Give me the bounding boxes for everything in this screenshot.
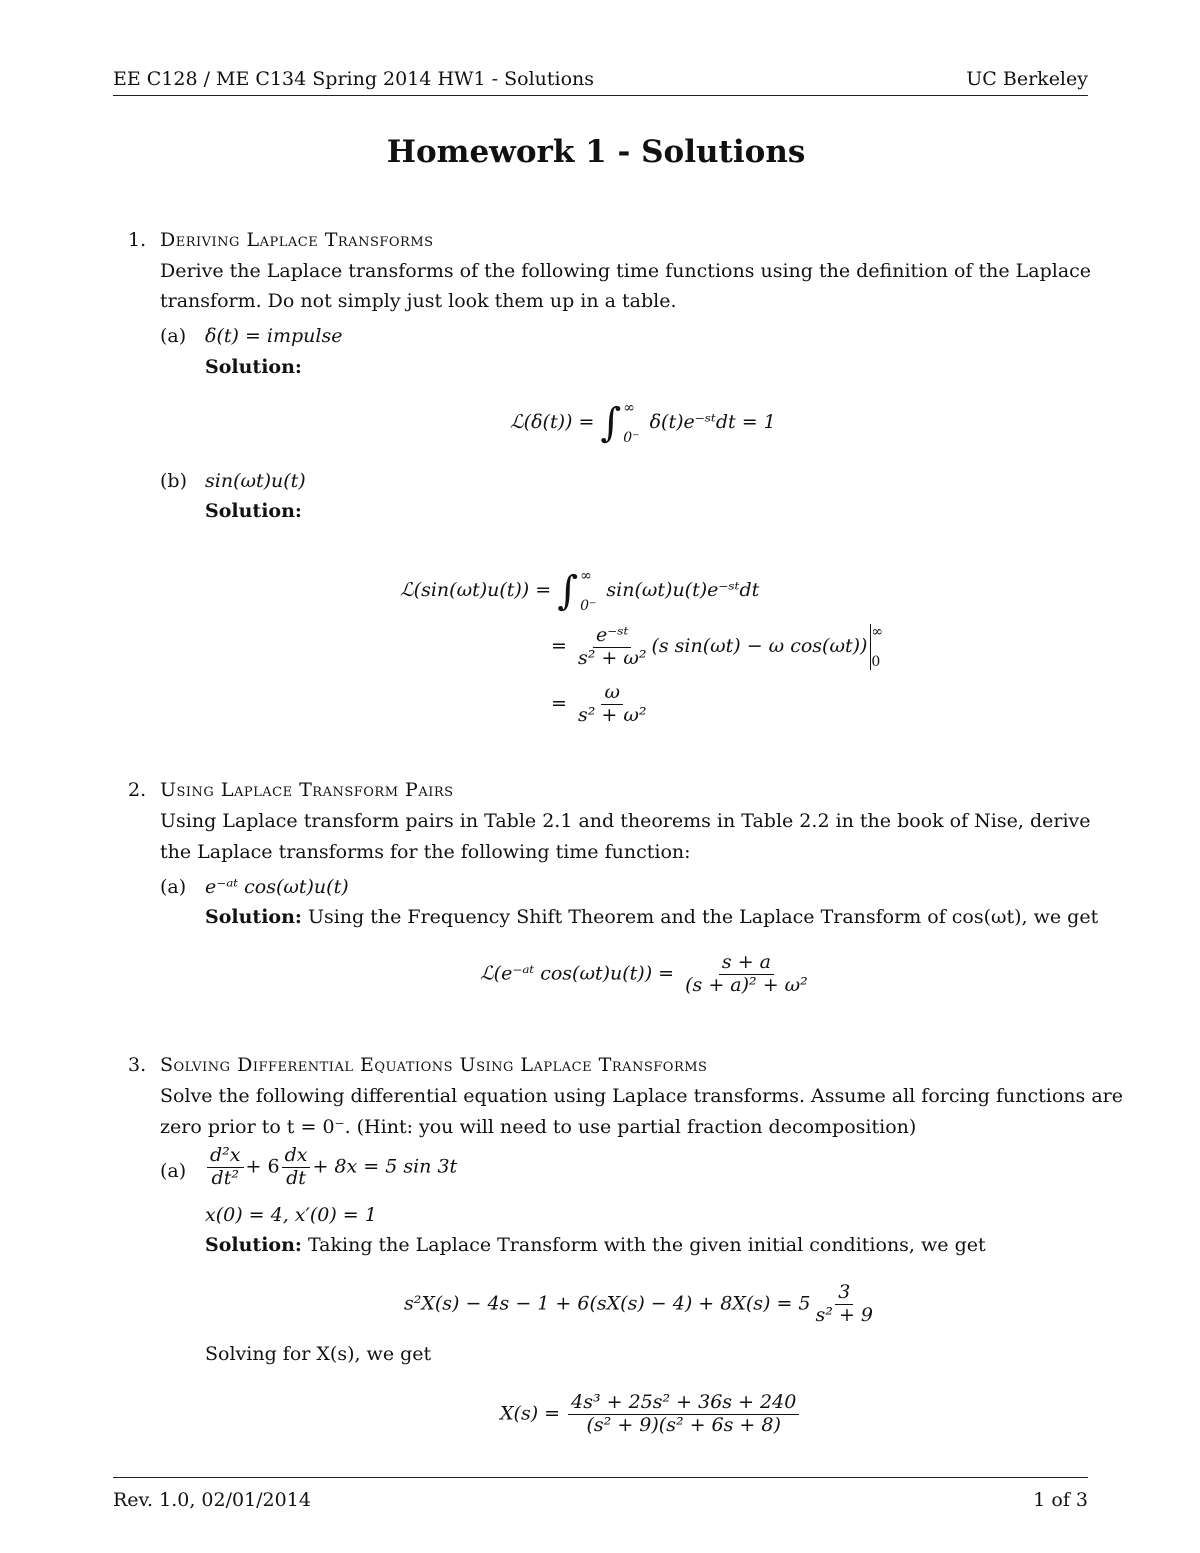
eq-3a-x-fraction	[568, 1392, 799, 1437]
eq-1a-lower: 0⁻	[623, 430, 640, 446]
eq-1b-eval-lower: 0	[871, 654, 881, 670]
frac-den: (s² + 9)(s² + 6s + 8)	[586, 1413, 781, 1436]
frac-num: dx	[282, 1145, 311, 1168]
problem-3-text-1: Solve the following differential equation using Laplace transforms. Assume all forcing functions are	[160, 1085, 1123, 1107]
solution-label: Solution:	[205, 906, 302, 928]
problem-3-heading: Solving Differential Equations Using Laplace Transforms	[160, 1054, 708, 1076]
frac-num: ω	[601, 682, 623, 705]
equation-2a	[480, 952, 813, 997]
second-derivative	[207, 1145, 244, 1190]
eq-1b-eval-upper: ∞	[871, 624, 884, 640]
equation-1b-line-3	[551, 682, 651, 727]
first-derivative	[282, 1145, 311, 1190]
eq-1b-fraction-2	[575, 682, 649, 727]
eq-2a-fraction	[682, 952, 811, 997]
header-rule	[113, 95, 1088, 96]
solution-label: Solution:	[205, 1234, 302, 1256]
footer-revision: Rev. 1.0, 02/01/2014	[113, 1489, 311, 1511]
problem-3-text-2: zero prior to t = 0⁻. (Hint: you will need to use partial fraction decomposition)	[160, 1116, 917, 1138]
equation-1b-line-2	[551, 624, 887, 670]
problem-1a-solution-label: Solution:	[205, 356, 302, 378]
problem-1-text-2: transform. Do not simply just look them up in a table.	[160, 290, 677, 312]
integral-sign: ∫	[557, 568, 579, 614]
frac-den: dt	[286, 1166, 306, 1189]
problem-1b-solution-label: Solution:	[205, 500, 302, 522]
eq-1b-fraction-1	[575, 625, 649, 670]
eq-1a-upper: ∞	[623, 400, 635, 416]
problem-1-text-1: Derive the Laplace transforms of the following time functions using the definition of the Laplace	[160, 260, 1092, 282]
equation-3a-solution	[500, 1392, 801, 1437]
eq-1b-rest: (s sin(ωt) − ω cos(ωt))	[651, 635, 868, 657]
problem-2a-label: (a)	[160, 876, 187, 898]
problem-3a-equation	[205, 1145, 457, 1190]
frac-den: s² + 9	[815, 1303, 873, 1326]
problem-3a-label: (a)	[160, 1160, 187, 1182]
problem-3a-initial-conditions: x(0) = 4, x′(0) = 1	[205, 1204, 377, 1226]
problem-2-text-1: Using Laplace transform pairs in Table 2.1 and theorems in Table 2.2 in the book of Nise, derive	[160, 810, 1091, 832]
problem-2a-function: e⁻ᵃᵗ cos(ωt)u(t)	[205, 876, 349, 898]
eq-1a-rhs: δ(t)e⁻ˢᵗdt = 1	[649, 411, 776, 433]
page-title: Homework 1 - Solutions	[386, 134, 806, 170]
eq-1b-lhs: ℒ(sin(ωt)u(t)) =	[400, 579, 552, 601]
eq-3a-rest: + 8x = 5 sin 3t	[312, 1155, 458, 1178]
problem-1-number: 1.	[128, 229, 147, 251]
problem-1a-label: (a)	[160, 325, 187, 347]
eq-sign: =	[551, 692, 567, 715]
problem-2-heading: Using Laplace Transform Pairs	[160, 779, 454, 801]
footer-rule	[113, 1477, 1088, 1478]
frac-den: s² + ω²	[577, 646, 647, 669]
eq-3a-x-lhs: X(s) =	[500, 1402, 561, 1425]
eq-sign: =	[551, 635, 567, 657]
eq-3a-mid: + 6	[245, 1155, 280, 1178]
frac-den: dt²	[211, 1166, 239, 1189]
problem-2-number: 2.	[128, 779, 147, 801]
problem-3a-solution-text: Taking the Laplace Transform with the given initial conditions, we get	[307, 1234, 986, 1256]
eq-1a-lhs: ℒ(δ(t)) =	[510, 411, 595, 433]
eq-2a-lhs: ℒ(e⁻ᵃᵗ cos(ωt)u(t)) =	[480, 962, 675, 985]
eq-1b-lower: 0⁻	[580, 598, 597, 614]
frac-den: (s + a)² + ω²	[685, 973, 808, 996]
header-school: UC Berkeley	[966, 68, 1088, 90]
problem-1-heading: Deriving Laplace Transforms	[160, 229, 434, 251]
problem-2a-solution-text: Using the Frequency Shift Theorem and the Laplace Transform of cos(ωt), we get	[307, 906, 1099, 928]
problem-2-text-2: the Laplace transforms for the following time function:	[160, 841, 691, 863]
equation-1b-line-1	[400, 568, 759, 614]
problem-3a-solution	[205, 1234, 986, 1256]
frac-num: s + a	[719, 952, 774, 975]
header-course: EE C128 / ME C134 Spring 2014 HW1 - Solutions	[113, 68, 595, 90]
footer-page-number: 1 of 3	[1033, 1489, 1088, 1511]
frac-num: 3	[835, 1282, 853, 1305]
frac-num: e⁻ˢᵗ	[593, 625, 631, 648]
problem-3-number: 3.	[128, 1054, 147, 1076]
frac-num: d²x	[207, 1145, 244, 1168]
eq-1b-rhs: sin(ωt)u(t)e⁻ˢᵗdt	[606, 579, 760, 601]
problem-1a-function: δ(t) = impulse	[205, 325, 343, 347]
frac-den: s² + ω²	[577, 703, 647, 726]
equation-1a	[510, 400, 776, 446]
problem-1b-function: sin(ωt)u(t)	[205, 470, 306, 492]
solving-text: Solving for X(s), we get	[205, 1343, 432, 1365]
eq-1b-upper: ∞	[580, 568, 592, 584]
frac-num: 4s³ + 25s² + 36s + 240	[568, 1392, 799, 1415]
eq-3a-lhs: s²X(s) − 4s − 1 + 6(sX(s) − 4) + 8X(s) = 5	[404, 1292, 811, 1315]
equation-3a-transform	[404, 1282, 878, 1327]
problem-1b-label: (b)	[160, 470, 187, 492]
integral-sign: ∫	[600, 400, 622, 446]
problem-2a-solution	[205, 906, 1098, 928]
eq-3a-fraction	[813, 1282, 876, 1327]
